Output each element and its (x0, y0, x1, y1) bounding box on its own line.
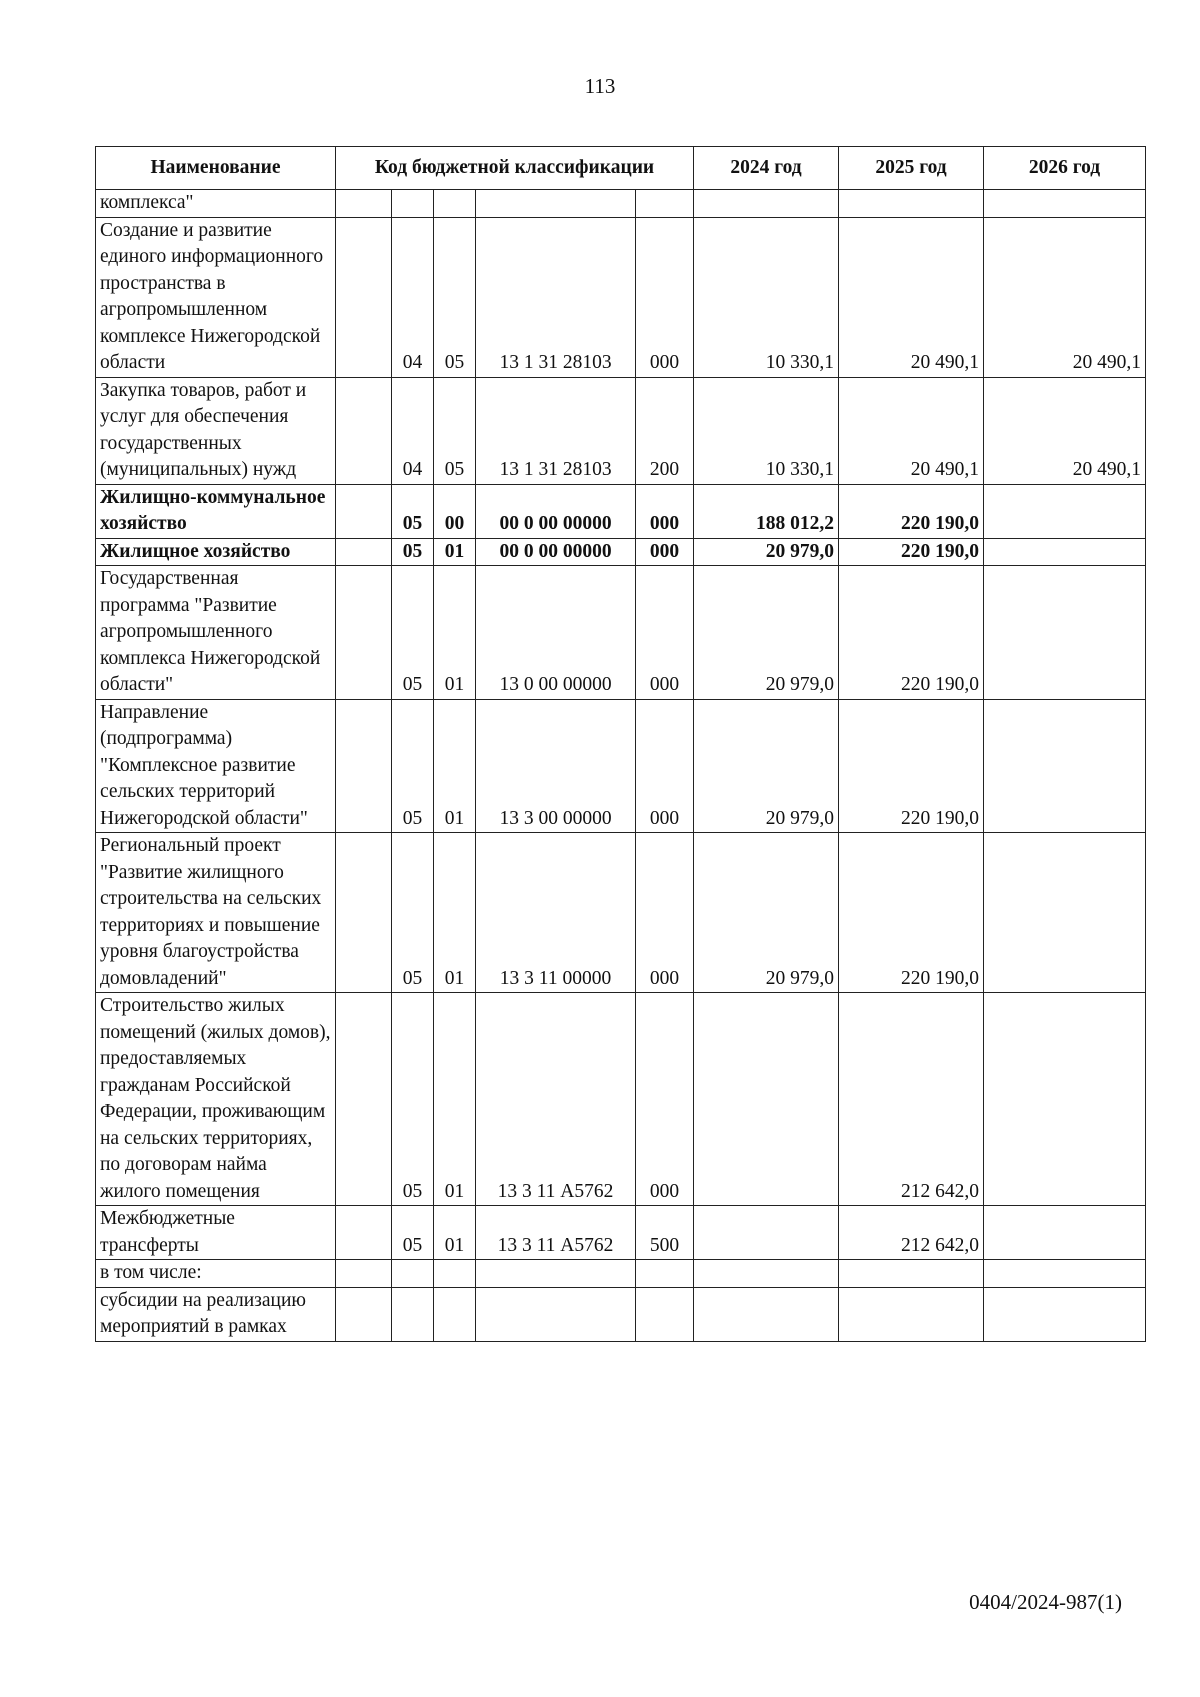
row-2025: 220 190,0 (839, 538, 984, 566)
row-name: Направление (подпрограмма) "Комплексное развитие сельских территорий Нижегородской области" (96, 699, 336, 833)
row-name: Государственная программа "Развитие агропромышленного комплекса Нижегородской области" (96, 566, 336, 700)
page-number: 113 (584, 74, 616, 98)
blank-cell (336, 699, 392, 833)
table-row (96, 993, 1146, 1206)
row-subsection (434, 1287, 476, 1341)
row-subsection: 01 (434, 538, 476, 566)
row-name: Закупка товаров, работ и услуг для обеспечения государственных (муниципальных) нужд (96, 377, 336, 484)
row-subsection: 00 (434, 484, 476, 538)
row-target-article: 13 1 31 28103 (476, 217, 636, 377)
row-expense-type: 000 (636, 993, 694, 1206)
row-2025 (839, 190, 984, 218)
row-target-article: 13 3 11 00000 (476, 833, 636, 993)
row-expense-type: 000 (636, 484, 694, 538)
blank-cell (336, 484, 392, 538)
row-2025: 220 190,0 (839, 566, 984, 700)
row-expense-type (636, 1287, 694, 1341)
row-section (392, 190, 434, 218)
row-2026 (984, 484, 1146, 538)
header-name: Наименование (96, 147, 336, 190)
table-row (96, 538, 1146, 566)
header-2026: 2026 год (984, 147, 1146, 190)
row-2024: 10 330,1 (694, 377, 839, 484)
blank-cell (336, 1287, 392, 1341)
row-expense-type (636, 1260, 694, 1288)
row-2025: 20 490,1 (839, 377, 984, 484)
row-expense-type: 000 (636, 833, 694, 993)
table-row (96, 377, 1146, 484)
row-2026 (984, 699, 1146, 833)
blank-cell (336, 190, 392, 218)
row-2024 (694, 1206, 839, 1260)
row-name: Жилищное хозяйство (96, 538, 336, 566)
row-name: Региональный проект "Развитие жилищного строительства на сельских территориях и повышение уровня благоустройства домовладений" (96, 833, 336, 993)
table-row (96, 190, 1146, 218)
row-2024 (694, 1260, 839, 1288)
row-subsection: 01 (434, 993, 476, 1206)
blank-cell (336, 1206, 392, 1260)
row-section: 04 (392, 217, 434, 377)
row-2025: 220 190,0 (839, 484, 984, 538)
blank-cell (336, 217, 392, 377)
row-subsection: 01 (434, 833, 476, 993)
row-2024: 188 012,2 (694, 484, 839, 538)
table-row (96, 217, 1146, 377)
blank-cell (336, 993, 392, 1206)
row-target-article: 13 1 31 28103 (476, 377, 636, 484)
row-2026 (984, 1287, 1146, 1341)
row-2024 (694, 993, 839, 1206)
row-target-article: 00 0 00 00000 (476, 538, 636, 566)
row-target-article: 13 3 11 А5762 (476, 1206, 636, 1260)
row-section: 05 (392, 833, 434, 993)
row-2026 (984, 190, 1146, 218)
row-2024: 20 979,0 (694, 566, 839, 700)
row-target-article (476, 1260, 636, 1288)
budget-table (95, 146, 1146, 1342)
row-2024: 20 979,0 (694, 538, 839, 566)
table-row (96, 1287, 1146, 1341)
row-target-article: 00 0 00 00000 (476, 484, 636, 538)
blank-cell (336, 538, 392, 566)
header-row (96, 147, 1146, 190)
row-name: в том числе: (96, 1260, 336, 1288)
row-2025: 220 190,0 (839, 833, 984, 993)
row-target-article (476, 190, 636, 218)
row-name: комплекса" (96, 190, 336, 218)
blank-cell (336, 377, 392, 484)
row-name: Создание и развитие единого информационного пространства в агропромышленном комплексе Нижегородской области (96, 217, 336, 377)
row-expense-type: 000 (636, 538, 694, 566)
row-section: 05 (392, 699, 434, 833)
blank-cell (336, 833, 392, 993)
row-subsection: 05 (434, 377, 476, 484)
blank-cell (336, 1260, 392, 1288)
row-subsection (434, 190, 476, 218)
table-row (96, 1260, 1146, 1288)
row-2026: 20 490,1 (984, 377, 1146, 484)
row-2024: 20 979,0 (694, 833, 839, 993)
row-expense-type: 000 (636, 699, 694, 833)
row-subsection: 01 (434, 699, 476, 833)
document-number: 0404/2024-987(1) (969, 1590, 1122, 1614)
row-target-article: 13 3 00 00000 (476, 699, 636, 833)
row-subsection: 05 (434, 217, 476, 377)
row-subsection (434, 1260, 476, 1288)
row-2025 (839, 1260, 984, 1288)
row-2025: 212 642,0 (839, 1206, 984, 1260)
row-2026 (984, 993, 1146, 1206)
row-section (392, 1260, 434, 1288)
row-expense-type: 500 (636, 1206, 694, 1260)
header-2024: 2024 год (694, 147, 839, 190)
row-section: 05 (392, 1206, 434, 1260)
row-2026 (984, 1260, 1146, 1288)
row-2025: 20 490,1 (839, 217, 984, 377)
row-2024 (694, 1287, 839, 1341)
row-section: 05 (392, 566, 434, 700)
row-section (392, 1287, 434, 1341)
table-row (96, 1206, 1146, 1260)
row-2026 (984, 566, 1146, 700)
blank-cell (336, 566, 392, 700)
row-name: Межбюджетные трансферты (96, 1206, 336, 1260)
row-subsection: 01 (434, 1206, 476, 1260)
row-2025: 220 190,0 (839, 699, 984, 833)
row-2025 (839, 1287, 984, 1341)
header-code: Код бюджетной классификации (336, 147, 694, 190)
table-row (96, 833, 1146, 993)
row-2026: 20 490,1 (984, 217, 1146, 377)
row-2024 (694, 190, 839, 218)
row-2026 (984, 833, 1146, 993)
row-name: Строительство жилых помещений (жилых домов), предоставляемых гражданам Российской Федерации, проживающим на сельских территориях, по договорам найма жилого помещения (96, 993, 336, 1206)
row-expense-type: 000 (636, 566, 694, 700)
row-expense-type (636, 190, 694, 218)
row-2026 (984, 538, 1146, 566)
row-subsection: 01 (434, 566, 476, 700)
header-2025: 2025 год (839, 147, 984, 190)
table-row (96, 699, 1146, 833)
row-expense-type: 000 (636, 217, 694, 377)
row-name: Жилищно-коммунальное хозяйство (96, 484, 336, 538)
row-target-article: 13 0 00 00000 (476, 566, 636, 700)
row-2026 (984, 1206, 1146, 1260)
row-section: 04 (392, 377, 434, 484)
row-target-article: 13 3 11 А5762 (476, 993, 636, 1206)
row-section: 05 (392, 484, 434, 538)
row-2025: 212 642,0 (839, 993, 984, 1206)
row-name: субсидии на реализацию мероприятий в рамках (96, 1287, 336, 1341)
table-row (96, 566, 1146, 700)
row-2024: 20 979,0 (694, 699, 839, 833)
row-expense-type: 200 (636, 377, 694, 484)
row-target-article (476, 1287, 636, 1341)
row-section: 05 (392, 993, 434, 1206)
row-section: 05 (392, 538, 434, 566)
table-row (96, 484, 1146, 538)
row-2024: 10 330,1 (694, 217, 839, 377)
